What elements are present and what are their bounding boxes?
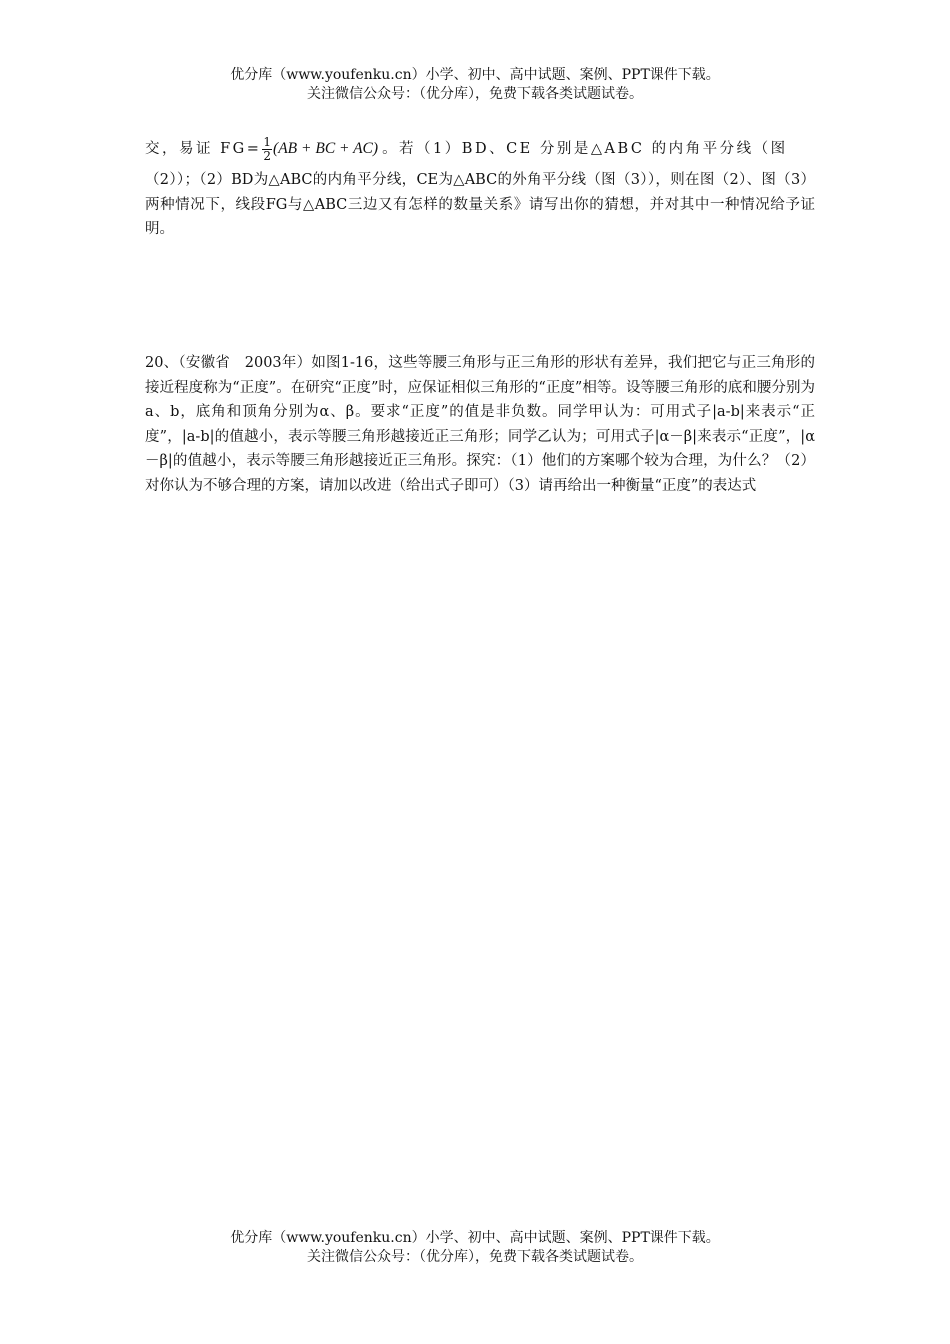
sum-expression: (AB + BC + AC) bbox=[273, 139, 379, 157]
fraction-one-half bbox=[262, 136, 272, 163]
problem-19-after: 。若（1）BD、CE 分别是△ABC 的内角平分线（图 bbox=[382, 140, 788, 157]
fraction-numerator: 1 bbox=[263, 134, 272, 149]
header-line-1: 优分库（www.youfenku.cn）小学、初中、高中试题、案例、PPT课件下载。 bbox=[230, 67, 720, 83]
problem-19-continuation bbox=[145, 132, 815, 242]
page-footer bbox=[0, 1229, 950, 1267]
page-header bbox=[0, 66, 950, 104]
fraction-denominator: 2 bbox=[263, 148, 272, 163]
problem-20: 20、（安徽省 2003年）如图1-16，这些等腰三角形与正三角形的形状有差异，我们把它与正三角形的接近程度称为“正度”。在研究“正度”时，应保证相似三角形的“正度”相等。设等腰三角形的底和腰分别为a、b，底角和顶角分别为α、β。要求“正度”的值是非负数。同学甲认为：可用式子|a-b|来表示“正度”，|a-b|的值越小，表示等腰三角形越接近正三角形；同学乙认为；可用式子|α－β|来表示“正度”，|α－β|的值越小，表示等腰三角形越接近正三角形。探究：（1）他们的方案哪个较为合理，为什么？（2）对你认为不够合理的方案，请加以改进（给出式子即可）（3）请再给出一种衡量“正度”的表达式 bbox=[145, 355, 815, 494]
problem-19-prefix: 交，易证 FG= bbox=[145, 140, 262, 157]
problem-19-first-line bbox=[145, 132, 815, 166]
footer-line-2: 关注微信公众号：（优分库），免费下载各类试题试卷。 bbox=[307, 1249, 643, 1265]
header-line-2: 关注微信公众号：（优分库），免费下载各类试题试卷。 bbox=[307, 86, 643, 102]
footer-line-1: 优分库（www.youfenku.cn）小学、初中、高中试题、案例、PPT课件下载。 bbox=[230, 1230, 720, 1246]
problem-19-rest: （2））；（2）BD为△ABC的内角平分线，CE为△ABC的外角平分线（图（3）），则在图（2）、图（3）两种情况下，线段FG与△ABC三边又有怎样的数量关系》请写出你的猜想，并对其中一种情况给予证明。 bbox=[145, 172, 815, 237]
